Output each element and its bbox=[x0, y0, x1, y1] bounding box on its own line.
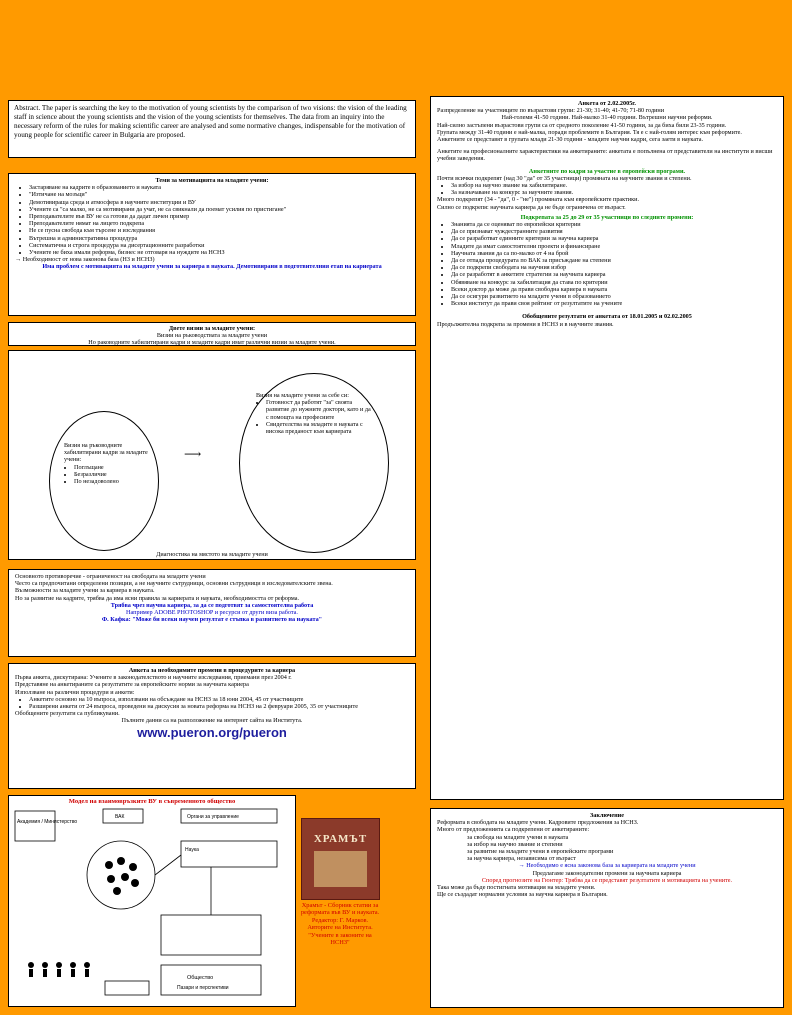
contradiction-p4: Но за развитие на кадрите, трябва да има ясни правила за кариерата и науката, необходимостта от реформа. bbox=[15, 594, 300, 602]
list-item: • По незадоволено bbox=[74, 478, 148, 485]
results-line: Много подкрепят (34 - "да", 0 - "не") промяната към европейските практики. bbox=[437, 196, 639, 204]
list-item: • Не се пусна свобода към търсене и изследвания bbox=[29, 227, 409, 234]
factors-note: → Необходимост от нова законова база (НЗ и НСНЗ) bbox=[15, 256, 155, 264]
results-line: Подкрепата за 25 до 29 от 35 участници по следните промени: bbox=[520, 213, 694, 221]
abstract-text: Abstract. The paper is searching the key to the motivation of young scientists by the comparison of two visions: the vision of the leading staff in science about the young scientists and the vision of the young scientists for themselves. The data from an inquiry into the necessary reform of the rules for making scientific career are analysed and some normative changes, indispensable for the motivation of young people for scientific career in Bulgaria are proposed. bbox=[14, 104, 407, 139]
results-line: Анкетните по кадри за участие в европейски програми. bbox=[528, 167, 686, 175]
survey-box bbox=[8, 663, 416, 789]
list-item: • Всеки доктор да може да прави свободна кариера в науката bbox=[451, 286, 777, 293]
list-item: • Да се подкрепи свободата на научния избор bbox=[451, 264, 777, 271]
conclusion-line: Според прогнозите на Гюнтер: Трябва да се представят резултатите и мотивацията на учените. bbox=[481, 876, 733, 884]
conclusion-line: Така може да бъде постигната мотивация на младите учени. bbox=[437, 884, 596, 892]
conclusion-line: за научна кариера, независима от възраст bbox=[467, 855, 576, 863]
results-line: Обобщените резултати от анкетата от 18.01.2005 и 02.02.2005 bbox=[522, 313, 692, 321]
conclusion-line: за избор на научно звание и степени bbox=[467, 840, 563, 848]
survey-p3: Използване на различни процедури и анкети: bbox=[15, 688, 135, 696]
list-item: • Демотивираща среда и атмосфера в научните институции и ВУ bbox=[29, 199, 409, 206]
visions-line2: Но раководните хабилитирани кадри и младите кадри имат различни визии за младите учени. bbox=[88, 339, 336, 346]
young-vision-ellipse bbox=[239, 373, 389, 553]
contradiction-p5: Трябва чрез научна кариера, за да се подготвят за самостоятелна работа bbox=[110, 601, 314, 609]
scheme-title: Модел на взаимовръзките ВУ в съвременното общество bbox=[68, 798, 236, 805]
results-line: Анкетните се представят в групата млади 21-30 години - младите научни кадри, сега заети в науката. bbox=[437, 136, 704, 144]
list-item: • Преподавателите нямат на лицето подкрепа bbox=[29, 220, 409, 227]
list-item: • Разширени анкети от 24 въпроса, проведени на дискусия за новата реформа на НСНЗ на 2 февруари 2005, 35 от участниците bbox=[29, 703, 409, 710]
list-item: • Младите да имат самостоятелни проекти и финансиране bbox=[451, 243, 777, 250]
results-line: Разпределение на участниците по възрастови групи: 21-30; 31-40; 41-70; 71-80 години bbox=[437, 107, 665, 115]
list-item: • Застаряване на кадрите в образованието и науката bbox=[29, 184, 409, 191]
book-title: ХРАМЪТ bbox=[313, 833, 368, 845]
list-item: • Вътрешна и административна процедура bbox=[29, 235, 409, 242]
conclusion-line: Реформата в свободата на младите учени. Кадровите предложения за НСНЗ. bbox=[437, 819, 639, 827]
list-item: • Всеки институт да прави своя рейтинг от резултатите на учените bbox=[451, 300, 777, 307]
diagram-caption: Диагностика на мястото на младите учени bbox=[156, 550, 268, 558]
conclusion-line: → Необходимо е ясна законова база за кариерата на младите учени bbox=[518, 862, 696, 870]
conclusion-title: Заключение bbox=[589, 812, 624, 819]
conclusion-line: за свобода на младите учени в науката bbox=[467, 833, 569, 841]
conclusion-line: Предлагаме законодателни промени за научната кариера bbox=[532, 869, 682, 877]
temple-pillars-icon bbox=[314, 851, 367, 887]
visions-diagram bbox=[8, 350, 416, 560]
website-link[interactable]: www.pueron.org/pueron bbox=[137, 724, 287, 740]
abstract-box bbox=[8, 100, 416, 158]
arrow-right-icon: ⟶ bbox=[184, 447, 202, 461]
list-item: • Преподавателите във ВУ не са готови да дадат личен пример bbox=[29, 213, 409, 220]
conclusion-line: Ще се създадат нормални условия за научна кариера в България. bbox=[437, 891, 608, 899]
staff-vision-title: Визия на ръководните хабилитирани кадри за младите учени: bbox=[64, 442, 148, 464]
factors-footer: Има проблем с мотивацията на младите учени за кариера в науката. Демотивирани в подготвителния етап на кариерата bbox=[42, 263, 382, 271]
list-item: • Свидетелства на младите в науката с висока преданост към кариерата bbox=[266, 421, 372, 435]
conclusion-line: Много от предложенията са подкрепени от анкетираните: bbox=[437, 826, 590, 834]
visions-line1: Визии на ръководствата за младите учени bbox=[156, 332, 268, 340]
list-item: • За избор на научно звание на хабилитиране. bbox=[451, 182, 777, 189]
young-vision-title: Визия на младите учени за себе си: bbox=[256, 392, 349, 399]
staff-vision-ellipse bbox=[49, 411, 159, 551]
scheme-label: ВАК bbox=[115, 814, 125, 821]
list-item: • Да се признават чуждестранните развития bbox=[451, 228, 777, 235]
list-item: • Поглъщане bbox=[74, 464, 148, 471]
contradiction-p3: Възможности за младите учени за кариера в науката. bbox=[15, 587, 155, 595]
contradiction-quote: Ф. Кафка: "Може би всеки научен резултат е стъпка в развитието на науката" bbox=[101, 616, 323, 624]
list-item: • Учените са "са малко, не са мотивирани да учат, не са свикнали да поемат усилия по пристигане" bbox=[29, 206, 409, 213]
factors-box bbox=[8, 173, 416, 316]
scheme-label: Пазари и перспективи bbox=[177, 985, 229, 992]
results-title: Анкета от 2.02.2005г. bbox=[578, 100, 636, 107]
results-line: Най-силно застъпени възрастови групи са от средното поколение 41-50 години, за да биха били 23-35 години. bbox=[437, 121, 727, 129]
list-item: • Систематична и строга процедура на дисертационните разработки bbox=[29, 242, 409, 249]
factors-title: Теми за мотивацията на младите учени: bbox=[155, 177, 269, 184]
list-item: • Обявяване на конкурс за хабилитация да става по критерии bbox=[451, 279, 777, 286]
results-line: Почти всички подкрепят (над 30 "да" от 35 участници) промяната на научните звания и степени. bbox=[437, 174, 692, 182]
scheme-label: Органи за управление bbox=[187, 814, 239, 821]
book-cover-image bbox=[301, 818, 380, 900]
conclusion-line: за развитие на младите учени в европейските програми bbox=[467, 848, 614, 856]
list-item: • Да се разработят в анкетите стратегии за научната кариера bbox=[451, 271, 777, 278]
factors-list bbox=[15, 184, 409, 256]
visions-title: Двете визии за младите учени: bbox=[168, 325, 256, 332]
scheme-diagram bbox=[11, 805, 293, 1003]
survey-p1: Първа анкета, дискутирана: Учените в законодателството и научните изследвания, приемани през 2004 г. bbox=[15, 674, 292, 682]
results-line: Силно се подкрепя: научната кариера да не бъде ограничена от възраст. bbox=[437, 203, 626, 211]
survey-p4: Обобщените резултати са публикувани. bbox=[15, 710, 120, 718]
list-item: • За назначаване на конкурс за научните звания. bbox=[451, 189, 777, 196]
list-item: • Готовност да работят "за" своята развитие до нужните доктори, като и да с помощта на професиите bbox=[266, 399, 372, 421]
list-item: • Безразличие bbox=[74, 471, 148, 478]
contradiction-box bbox=[8, 569, 416, 657]
list-item: • Учените не биха имали реформа, бизнес не отговаря на нуждите на НСНЗ bbox=[29, 249, 409, 256]
list-item: • "Изтичане на мозъци" bbox=[29, 191, 409, 198]
results-line: Продължителна подкрепа за промени в НСНЗ и в научните звания. bbox=[437, 320, 614, 328]
list-item: • Да се разработват единните критерии за научна кариера bbox=[451, 235, 777, 242]
survey-p2: Представяне на анкетираните са резултатите за европейските норми за научната кариера bbox=[15, 681, 249, 689]
list-item: • Да се осигури развитието на младите учени в образованието bbox=[451, 293, 777, 300]
book-caption: Храмът - Сборник статии за реформата във ВУ и науката. Редактор: Г. Марков. Авторите на Института. "Учените в законите на НСНЗ" bbox=[300, 902, 380, 947]
results-line: Групата между 31-40 години е най-малка, поради проблемите в България. Тя е с най-голям интерес към реформите. bbox=[437, 128, 742, 136]
survey-title: Анкета за необходимите промени в процедурите за кариера bbox=[128, 667, 296, 674]
results-line: Анкетите на професионалните характеристики на анкетираните: анкетата е попълнена от представители на институти и висши учебни заведения. bbox=[437, 148, 773, 163]
contradiction-p6: Например ADOBE PHOTOSHOP и ресурси от други виза работа. bbox=[126, 609, 298, 617]
contradiction-p2: Често са предпочитани определени позиции, а не научните сътрудници, основни сътрудници в изследователските звена. bbox=[15, 580, 333, 588]
visions-box bbox=[8, 322, 416, 346]
contradiction-p1: Основното противоречие - ограниченост на свободата на младите учени bbox=[15, 573, 206, 580]
conclusion-box bbox=[430, 808, 784, 1008]
list-item: • Знанията да се оценяват по европейски критерии bbox=[451, 221, 777, 228]
results-line: Най-големи 41-50 години. Най-малко 31-40 години. Вътрешни научни реформи. bbox=[501, 114, 713, 122]
university-model-scheme bbox=[8, 795, 296, 1007]
survey-p5: Пълните данни са на разположение на интернет сайта на Института. bbox=[121, 717, 303, 725]
list-item: • Анкетите основно на 10 въпроса, използвани на обсъждане на НСНЗ за 18 юни 2004, 45 от участниците bbox=[29, 696, 409, 703]
scheme-label: Наука bbox=[185, 847, 199, 854]
scheme-label: Академия / Министерство bbox=[17, 819, 78, 826]
survey-results-box bbox=[430, 96, 784, 800]
scheme-label: Общество bbox=[187, 975, 214, 982]
list-item: • Научната звания да са по-малко от 4 на брой bbox=[451, 250, 777, 257]
list-item: • Да се отпада процедурата по ВАК за присъждане на степени bbox=[451, 257, 777, 264]
